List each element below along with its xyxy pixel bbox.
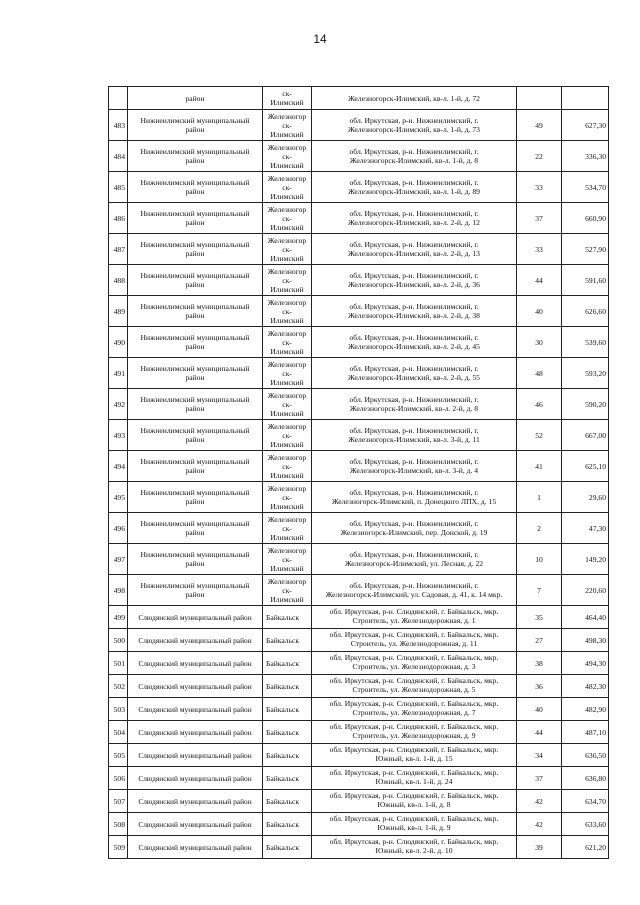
area-cell: 482,90 xyxy=(562,698,609,721)
units-cell: 37 xyxy=(517,203,562,234)
district-cell: Нижнеилимский муниципальный район xyxy=(128,172,263,203)
district-cell: Нижнеилимский муниципальный район xyxy=(128,265,263,296)
row-number xyxy=(109,87,128,110)
table-row xyxy=(109,698,609,721)
row-number: 507 xyxy=(109,790,128,813)
city-cell: Железногор ск- Илимский xyxy=(263,234,312,265)
area-cell: 534,70 xyxy=(562,172,609,203)
page-number: 14 xyxy=(313,32,327,46)
city-cell: Железногор ск- Илимский xyxy=(263,420,312,451)
area-cell: 591,60 xyxy=(562,265,609,296)
district-cell: Нижнеилимский муниципальный район xyxy=(128,544,263,575)
table-row xyxy=(109,767,609,790)
district-cell: Слюдянский муниципальный район xyxy=(128,813,263,836)
table-row xyxy=(109,87,609,110)
city-cell: ск- Илимский xyxy=(263,87,312,110)
district-cell: Нижнеилимский муниципальный район xyxy=(128,327,263,358)
row-number: 491 xyxy=(109,358,128,389)
city-cell: Железногор ск- Илимский xyxy=(263,575,312,606)
district-cell: Нижнеилимский муниципальный район xyxy=(128,575,263,606)
units-cell: 34 xyxy=(517,744,562,767)
address-cell: обл. Иркутская, р-н. Слюдянский, г. Байкальск, мкр. Строитель, ул. Железнодорожная, д. 11 xyxy=(312,629,517,652)
address-cell: обл. Иркутская, р-н. Нижнеилимский, г. Железногорск-Илимский, кв-л. 2-й, д. 38 xyxy=(312,296,517,327)
district-cell: Нижнеилимский муниципальный район xyxy=(128,296,263,327)
row-number: 500 xyxy=(109,629,128,652)
district-cell: Нижнеилимский муниципальный район xyxy=(128,513,263,544)
table-row xyxy=(109,389,609,420)
housing-registry-table xyxy=(108,86,609,859)
row-number: 495 xyxy=(109,482,128,513)
units-cell: 40 xyxy=(517,698,562,721)
district-cell: Нижнеилимский муниципальный район xyxy=(128,451,263,482)
area-cell: 667,00 xyxy=(562,420,609,451)
address-cell: обл. Иркутская, р-н. Слюдянский, г. Байкальск, мкр. Южный, кв-л. 2-й, д. 10 xyxy=(312,836,517,859)
district-cell: Нижнеилимский муниципальный район xyxy=(128,482,263,513)
table-row xyxy=(109,675,609,698)
address-cell: обл. Иркутская, р-н. Нижнеилимский, г. Железногорск-Илимский, кв-л. 2-й, д. 36 xyxy=(312,265,517,296)
table-row xyxy=(109,358,609,389)
address-cell: обл. Иркутская, р-н. Слюдянский, г. Байкальск, мкр. Южный, кв-л. 1-й, д. 8 xyxy=(312,790,517,813)
table-row xyxy=(109,544,609,575)
table-row xyxy=(109,203,609,234)
district-cell: Нижнеилимский муниципальный район xyxy=(128,141,263,172)
district-cell: Слюдянский муниципальный район xyxy=(128,606,263,629)
address-cell: обл. Иркутская, р-н. Нижнеилимский, г. Железногорск-Илимский, пер. Донской, д. 19 xyxy=(312,513,517,544)
row-number: 496 xyxy=(109,513,128,544)
row-number: 505 xyxy=(109,744,128,767)
district-cell: Нижнеилимский муниципальный район xyxy=(128,110,263,141)
city-cell: Байкальск xyxy=(263,813,312,836)
area-cell: 498,30 xyxy=(562,629,609,652)
area-cell: 636,50 xyxy=(562,744,609,767)
district-cell: Слюдянский муниципальный район xyxy=(128,836,263,859)
city-cell: Байкальск xyxy=(263,767,312,790)
units-cell: 2 xyxy=(517,513,562,544)
area-cell: 527,90 xyxy=(562,234,609,265)
units-cell: 36 xyxy=(517,675,562,698)
units-cell: 37 xyxy=(517,767,562,790)
area-cell: 621,20 xyxy=(562,836,609,859)
units-cell: 42 xyxy=(517,813,562,836)
table-row xyxy=(109,606,609,629)
row-number: 490 xyxy=(109,327,128,358)
address-cell: обл. Иркутская, р-н. Нижнеилимский, г. Железногорск-Илимский, кв-л. 1-й, д. 89 xyxy=(312,172,517,203)
district-cell: Слюдянский муниципальный район xyxy=(128,744,263,767)
district-cell: Слюдянский муниципальный район xyxy=(128,629,263,652)
address-cell: обл. Иркутская, р-н. Нижнеилимский, г. Железногорск-Илимский, ул. Лесная, д. 22 xyxy=(312,544,517,575)
city-cell: Байкальск xyxy=(263,721,312,744)
city-cell: Железногор ск- Илимский xyxy=(263,544,312,575)
table-row xyxy=(109,744,609,767)
row-number: 499 xyxy=(109,606,128,629)
area-cell: 636,80 xyxy=(562,767,609,790)
row-number: 493 xyxy=(109,420,128,451)
district-cell: Слюдянский муниципальный район xyxy=(128,675,263,698)
units-cell: 22 xyxy=(517,141,562,172)
area-cell: 464,40 xyxy=(562,606,609,629)
table-row xyxy=(109,451,609,482)
address-cell: обл. Иркутская, р-н. Слюдянский, г. Байкальск, мкр. Строитель, ул. Железнодорожная, д. 5 xyxy=(312,675,517,698)
area-cell: 593,20 xyxy=(562,358,609,389)
city-cell: Железногор ск- Илимский xyxy=(263,358,312,389)
units-cell: 44 xyxy=(517,721,562,744)
table-row xyxy=(109,482,609,513)
row-number: 504 xyxy=(109,721,128,744)
city-cell: Байкальск xyxy=(263,744,312,767)
city-cell: Железногор ск- Илимский xyxy=(263,203,312,234)
row-number: 509 xyxy=(109,836,128,859)
district-cell: Слюдянский муниципальный район xyxy=(128,721,263,744)
address-cell: обл. Иркутская, р-н. Нижнеилимский, г. Железногорск-Илимский, кв-л. 2-й, д. 55 xyxy=(312,358,517,389)
units-cell: 42 xyxy=(517,790,562,813)
city-cell: Железногор ск- Илимский xyxy=(263,265,312,296)
row-number: 502 xyxy=(109,675,128,698)
row-number: 485 xyxy=(109,172,128,203)
table-row xyxy=(109,141,609,172)
units-cell: 7 xyxy=(517,575,562,606)
area-cell: 47,30 xyxy=(562,513,609,544)
row-number: 498 xyxy=(109,575,128,606)
city-cell: Байкальск xyxy=(263,675,312,698)
district-cell: Нижнеилимский муниципальный район xyxy=(128,234,263,265)
table-row xyxy=(109,575,609,606)
city-cell: Железногор ск- Илимский xyxy=(263,296,312,327)
address-cell: обл. Иркутская, р-н. Слюдянский, г. Байкальск, мкр. Южный, кв-л. 1-й, д. 24 xyxy=(312,767,517,790)
units-cell: 46 xyxy=(517,389,562,420)
city-cell: Байкальск xyxy=(263,790,312,813)
row-number: 503 xyxy=(109,698,128,721)
table-row xyxy=(109,513,609,544)
area-cell: 625,10 xyxy=(562,451,609,482)
table-row xyxy=(109,721,609,744)
city-cell: Железногор ск- Илимский xyxy=(263,451,312,482)
city-cell: Железногор ск- Илимский xyxy=(263,141,312,172)
registry-rows xyxy=(109,87,609,859)
district-cell: Нижнеилимский муниципальный район xyxy=(128,203,263,234)
address-cell: обл. Иркутская, р-н. Слюдянский, г. Байкальск, мкр. Южный, кв-л. 1-й, д. 9 xyxy=(312,813,517,836)
district-cell: Нижнеилимский муниципальный район xyxy=(128,420,263,451)
address-cell: обл. Иркутская, р-н. Нижнеилимский, г. Железногорск-Илимский, кв-л. 1-й, д. 73 xyxy=(312,110,517,141)
row-number: 487 xyxy=(109,234,128,265)
table-row xyxy=(109,296,609,327)
row-number: 501 xyxy=(109,652,128,675)
address-cell: обл. Иркутская, р-н. Нижнеилимский, г. Железногорск-Илимский, ул. Садовая, д. 41, к. 14 мкр. xyxy=(312,575,517,606)
units-cell: 27 xyxy=(517,629,562,652)
address-cell: обл. Иркутская, р-н. Слюдянский, г. Байкальск, мкр. Южный, кв-л. 1-й, д. 15 xyxy=(312,744,517,767)
city-cell: Железногор ск- Илимский xyxy=(263,327,312,358)
row-number: 483 xyxy=(109,110,128,141)
district-cell: Слюдянский муниципальный район xyxy=(128,790,263,813)
address-cell: обл. Иркутская, р-н. Нижнеилимский, г. Железногорск-Илимский, п. Донецкого ЛПХ, д. 15 xyxy=(312,482,517,513)
area-cell: 494,30 xyxy=(562,652,609,675)
units-cell: 48 xyxy=(517,358,562,389)
address-cell: обл. Иркутская, р-н. Нижнеилимский, г. Железногорск-Илимский, кв-л. 2-й, д. 45 xyxy=(312,327,517,358)
city-cell: Железногор ск- Илимский xyxy=(263,172,312,203)
units-cell: 33 xyxy=(517,172,562,203)
area-cell: 29,60 xyxy=(562,482,609,513)
address-cell: Железногорск-Илимский, кв-л. 1-й, д. 72 xyxy=(312,87,517,110)
address-cell: обл. Иркутская, р-н. Нижнеилимский, г. Железногорск-Илимский, кв-л. 2-й, д. 13 xyxy=(312,234,517,265)
units-cell: 52 xyxy=(517,420,562,451)
district-cell: Слюдянский муниципальный район xyxy=(128,767,263,790)
units-cell: 49 xyxy=(517,110,562,141)
address-cell: обл. Иркутская, р-н. Слюдянский, г. Байкальск, мкр. Строитель, ул. Железнодорожная, д. 1 xyxy=(312,606,517,629)
district-cell: Нижнеилимский муниципальный район xyxy=(128,389,263,420)
area-cell: 626,60 xyxy=(562,296,609,327)
area-cell: 539,60 xyxy=(562,327,609,358)
area-cell: 482,30 xyxy=(562,675,609,698)
units-cell: 33 xyxy=(517,234,562,265)
address-cell: обл. Иркутская, р-н. Слюдянский, г. Байкальск, мкр. Строитель, ул. Железнодорожная, д. 9 xyxy=(312,721,517,744)
address-cell: обл. Иркутская, р-н. Слюдянский, г. Байкальск, мкр. Строитель, ул. Железнодорожная, д. 3 xyxy=(312,652,517,675)
table-row xyxy=(109,234,609,265)
row-number: 508 xyxy=(109,813,128,836)
area-cell: 633,60 xyxy=(562,813,609,836)
units-cell xyxy=(517,87,562,110)
units-cell: 35 xyxy=(517,606,562,629)
table-row xyxy=(109,652,609,675)
city-cell: Железногор ск- Илимский xyxy=(263,513,312,544)
row-number: 494 xyxy=(109,451,128,482)
row-number: 486 xyxy=(109,203,128,234)
row-number: 492 xyxy=(109,389,128,420)
city-cell: Байкальск xyxy=(263,836,312,859)
district-cell: район xyxy=(128,87,263,110)
row-number: 484 xyxy=(109,141,128,172)
row-number: 488 xyxy=(109,265,128,296)
city-cell: Железногор ск- Илимский xyxy=(263,482,312,513)
table-row xyxy=(109,836,609,859)
row-number: 506 xyxy=(109,767,128,790)
area-cell: 660,90 xyxy=(562,203,609,234)
table-row xyxy=(109,110,609,141)
city-cell: Байкальск xyxy=(263,629,312,652)
units-cell: 39 xyxy=(517,836,562,859)
city-cell: Железногор ск- Илимский xyxy=(263,389,312,420)
address-cell: обл. Иркутская, р-н. Нижнеилимский, г. Железногорск-Илимский, кв-л. 3-й, д. 4 xyxy=(312,451,517,482)
area-cell xyxy=(562,87,609,110)
area-cell: 336,30 xyxy=(562,141,609,172)
area-cell: 627,30 xyxy=(562,110,609,141)
area-cell: 149,20 xyxy=(562,544,609,575)
row-number: 489 xyxy=(109,296,128,327)
table-row xyxy=(109,420,609,451)
table-row xyxy=(109,790,609,813)
table-row xyxy=(109,327,609,358)
units-cell: 1 xyxy=(517,482,562,513)
address-cell: обл. Иркутская, р-н. Нижнеилимский, г. Железногорск-Илимский, кв-л. 3-й, д. 11 xyxy=(312,420,517,451)
district-cell: Нижнеилимский муниципальный район xyxy=(128,358,263,389)
units-cell: 40 xyxy=(517,296,562,327)
table-row xyxy=(109,813,609,836)
area-cell: 634,70 xyxy=(562,790,609,813)
table-row xyxy=(109,629,609,652)
table-row xyxy=(109,265,609,296)
units-cell: 44 xyxy=(517,265,562,296)
city-cell: Байкальск xyxy=(263,652,312,675)
area-cell: 590,20 xyxy=(562,389,609,420)
row-number: 497 xyxy=(109,544,128,575)
city-cell: Байкальск xyxy=(263,606,312,629)
units-cell: 41 xyxy=(517,451,562,482)
units-cell: 10 xyxy=(517,544,562,575)
district-cell: Слюдянский муниципальный район xyxy=(128,652,263,675)
address-cell: обл. Иркутская, р-н. Слюдянский, г. Байкальск, мкр. Строитель, ул. Железнодорожная, д. 7 xyxy=(312,698,517,721)
city-cell: Железногор ск- Илимский xyxy=(263,110,312,141)
address-cell: обл. Иркутская, р-н. Нижнеилимский, г. Железногорск-Илимский, кв-л. 1-й, д. 8 xyxy=(312,141,517,172)
units-cell: 30 xyxy=(517,327,562,358)
district-cell: Слюдянский муниципальный район xyxy=(128,698,263,721)
area-cell: 487,10 xyxy=(562,721,609,744)
table-row xyxy=(109,172,609,203)
area-cell: 220,60 xyxy=(562,575,609,606)
units-cell: 38 xyxy=(517,652,562,675)
address-cell: обл. Иркутская, р-н. Нижнеилимский, г. Железногорск-Илимский, кв-л. 2-й, д. 8 xyxy=(312,389,517,420)
address-cell: обл. Иркутская, р-н. Нижнеилимский, г. Железногорск-Илимский, кв-л. 2-й, д. 12 xyxy=(312,203,517,234)
city-cell: Байкальск xyxy=(263,698,312,721)
